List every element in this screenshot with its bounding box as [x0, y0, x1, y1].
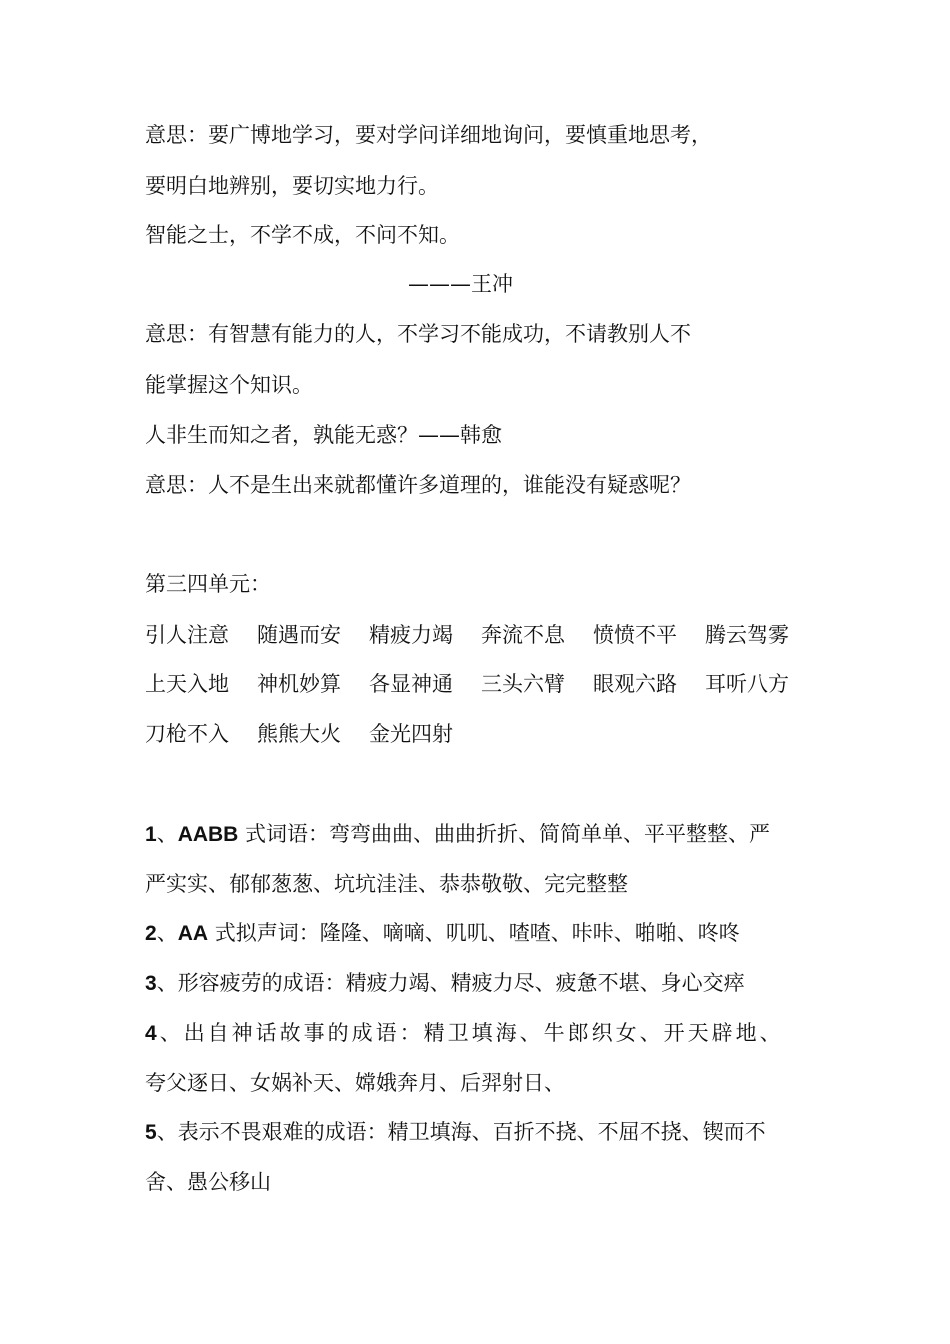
item-separator: 、 [156, 1120, 178, 1144]
list-item-4 [145, 1019, 784, 1048]
word-item: 愤愤不平 [593, 623, 677, 647]
word-item: 眼观六路 [593, 672, 677, 696]
item-number: 5 [145, 1121, 157, 1144]
item-text: 式词语：弯弯曲曲、曲曲折折、简简单单、平平整整、严 [238, 822, 771, 846]
quote-line-2: 智能之士，不学不成，不问不知。 [145, 223, 460, 247]
word-item: 上天入地 [145, 672, 229, 696]
word-row-3 [145, 720, 481, 748]
word-item: 各显神通 [369, 672, 453, 696]
word-item: 奔流不息 [481, 623, 565, 647]
unit-heading: 第三四单元： [145, 572, 271, 596]
item-text: 式拟声词：隆隆、嘀嘀、叽叽、喳喳、咔咔、啪啪、咚咚 [208, 921, 740, 945]
meaning-line-2b: 能掌握这个知识。 [145, 373, 313, 397]
meaning-line-2a: 意思：有智慧有能力的人，不学习不能成功，不请教别人不 [145, 322, 691, 346]
quote-author-2: ———王冲 [408, 272, 513, 296]
word-item: 神机妙算 [257, 672, 341, 696]
word-row-1 [145, 621, 817, 649]
item-number: 1 [145, 823, 157, 846]
meaning-line-3: 意思：人不是生出来就都懂许多道理的，谁能没有疑惑呢？ [145, 473, 691, 497]
item-text: 形容疲劳的成语：精疲力竭、精疲力尽、疲惫不堪、身心交瘁 [177, 971, 745, 995]
list-item-3 [145, 969, 745, 998]
quote-line-3: 人非生而知之者，孰能无惑？——韩愈 [145, 423, 502, 447]
list-item-5 [145, 1118, 766, 1147]
list-item-1-cont: 严实实、郁郁葱葱、坑坑洼洼、恭恭敬敬、完完整整 [145, 872, 628, 896]
word-item: 熊熊大火 [257, 722, 341, 746]
word-item: 刀枪不入 [145, 722, 229, 746]
word-item: 精疲力竭 [369, 623, 453, 647]
item-separator: 、 [156, 921, 178, 945]
list-item-1 [145, 820, 770, 849]
pattern-label: AA [177, 922, 209, 945]
word-item: 引人注意 [145, 623, 229, 647]
meaning-line-1b: 要明白地辨别，要切实地力行。 [145, 174, 439, 198]
item-separator: 、 [156, 822, 178, 846]
item-separator: 、 [159, 1021, 184, 1045]
item-text: 出自神话故事的成语：精卫填海、牛郎织女、开天辟地、 [183, 1021, 784, 1045]
list-item-2 [145, 919, 740, 948]
word-item: 腾云驾雾 [705, 623, 789, 647]
item-separator: 、 [156, 971, 178, 995]
word-item: 金光四射 [369, 722, 453, 746]
word-item: 随遇而安 [257, 623, 341, 647]
item-number: 3 [145, 972, 157, 995]
item-text: 表示不畏艰难的成语：精卫填海、百折不挠、不屈不挠、锲而不 [177, 1120, 766, 1144]
list-item-4-cont: 夸父逐日、女娲补天、嫦娥奔月、后羿射日、 [145, 1071, 565, 1095]
word-row-2 [145, 670, 817, 698]
word-item: 三头六臂 [481, 672, 565, 696]
list-item-5-cont: 舍、愚公移山 [145, 1170, 271, 1194]
pattern-label: AABB [177, 823, 239, 846]
item-number: 2 [145, 922, 157, 945]
item-number: 4 [145, 1022, 160, 1045]
meaning-line-1a: 意思：要广博地学习，要对学问详细地询问，要慎重地思考， [145, 123, 712, 147]
word-item: 耳听八方 [705, 672, 789, 696]
